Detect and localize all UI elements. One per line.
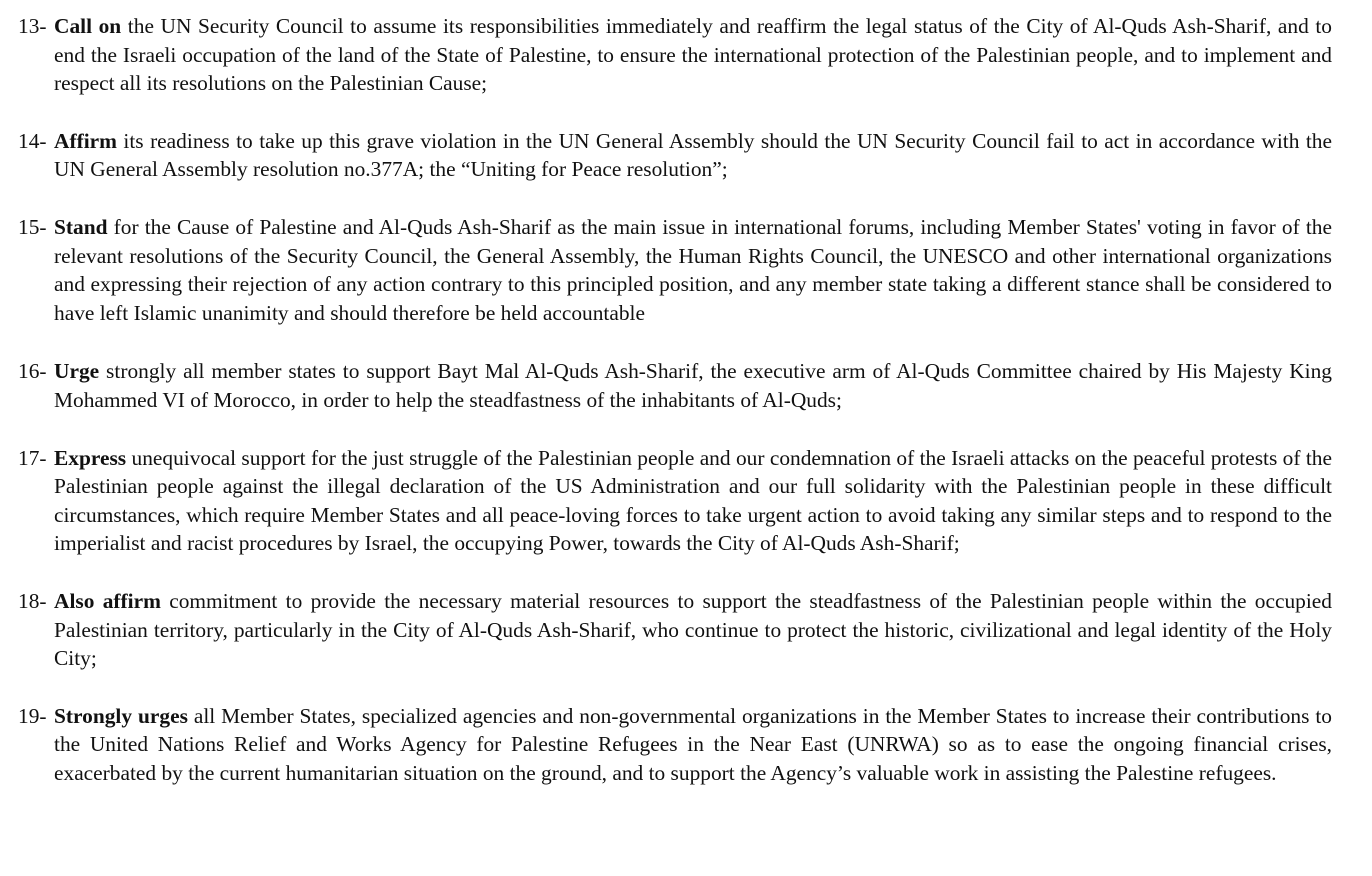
item-keyword: Stand bbox=[54, 214, 108, 239]
resolution-item-19 bbox=[18, 702, 1332, 788]
item-text: the UN Security Council to assume its responsibilities immediately and reaffirm the legal status of the City of Al-Quds Ash-Sharif, and to end the Israeli occupation of the land of the State of Palestine, to ensure the international protection of the Palestinian people, and to implement and respect all its resolutions on the Palestinian Cause; bbox=[54, 14, 1333, 96]
item-body bbox=[54, 12, 1332, 98]
item-text: strongly all member states to support Bayt Mal Al-Quds Ash-Sharif, the executive arm of Al-Quds Committee chaired by His Majesty King Mohammed VI of Morocco, in order to help the steadfastness of the inhabitants of Al-Quds; bbox=[54, 359, 1332, 412]
item-number: 13- bbox=[18, 14, 47, 38]
item-body bbox=[54, 357, 1332, 414]
item-number: 17- bbox=[18, 445, 47, 470]
item-number: 15- bbox=[18, 214, 47, 239]
item-number: 19- bbox=[18, 703, 47, 728]
item-keyword: Strongly urges bbox=[54, 703, 188, 728]
resolution-item-15 bbox=[18, 213, 1332, 327]
item-keyword: Affirm bbox=[54, 128, 117, 153]
item-text: unequivocal support for the just struggle of the Palestinian people and our condemnation of the Israeli attacks on the peaceful protests of the Palestinian people against the illegal declaration of the US Administration and our full solidarity with the Palestinian people in these difficult circumstances, which require Member States and all peace-loving forces to take urgent action to avoid taking any similar steps and to respond to the imperialist and racist procedures by Israel, the occupying Power, towards the City of Al-Quds Ash-Sharif; bbox=[54, 445, 1332, 556]
item-keyword: Express bbox=[54, 445, 127, 470]
item-body bbox=[54, 213, 1332, 327]
item-body bbox=[54, 587, 1332, 673]
item-number: 18- bbox=[18, 588, 47, 613]
resolution-item-16 bbox=[18, 357, 1332, 414]
item-text: all Member States, specialized agencies and non-governmental organizations in the Member States to increase their contributions to the United Nations Relief and Works Agency for Palestine Refugees in the Near East (UNRWA) so as to ease the ongoing financial crises, exacerbated by the current humanitarian situation on the ground, and to support the Agency’s valuable work in assisting the Palestine refugees. bbox=[54, 703, 1332, 785]
item-keyword: Also affirm bbox=[54, 588, 161, 613]
item-number: 16- bbox=[18, 359, 47, 384]
resolution-item-18 bbox=[18, 587, 1332, 673]
item-number: 14- bbox=[18, 128, 47, 153]
resolution-item-14 bbox=[18, 127, 1332, 184]
resolution-item-17 bbox=[18, 444, 1332, 558]
item-keyword: Urge bbox=[54, 359, 100, 384]
item-text: for the Cause of Palestine and Al-Quds Ash-Sharif as the main issue in international forums, including Member States' voting in favor of the relevant resolutions of the Security Council, the General Assembly, the Human Rights Council, the UNESCO and other international organizations and expressing their rejection of any action contrary to this principled position, and any member state taking a different stance shall be considered to have left Islamic unanimity and should therefore be held accountable bbox=[54, 214, 1332, 325]
item-body bbox=[54, 127, 1332, 184]
item-text: its readiness to take up this grave violation in the UN General Assembly should the UN Security Council fail to act in accordance with the UN General Assembly resolution no.377A; the “Uniting for Peace resolution”; bbox=[54, 128, 1332, 182]
resolution-item-13 bbox=[18, 12, 1332, 98]
item-body bbox=[54, 444, 1332, 558]
item-body bbox=[54, 702, 1332, 788]
item-text: commitment to provide the necessary material resources to support the steadfastness of the Palestinian people within the occupied Palestinian territory, particularly in the City of Al-Quds Ash-Sharif, who continue to protect the historic, civilizational and legal identity of the Holy City; bbox=[54, 588, 1332, 671]
item-keyword: Call on bbox=[54, 14, 122, 38]
